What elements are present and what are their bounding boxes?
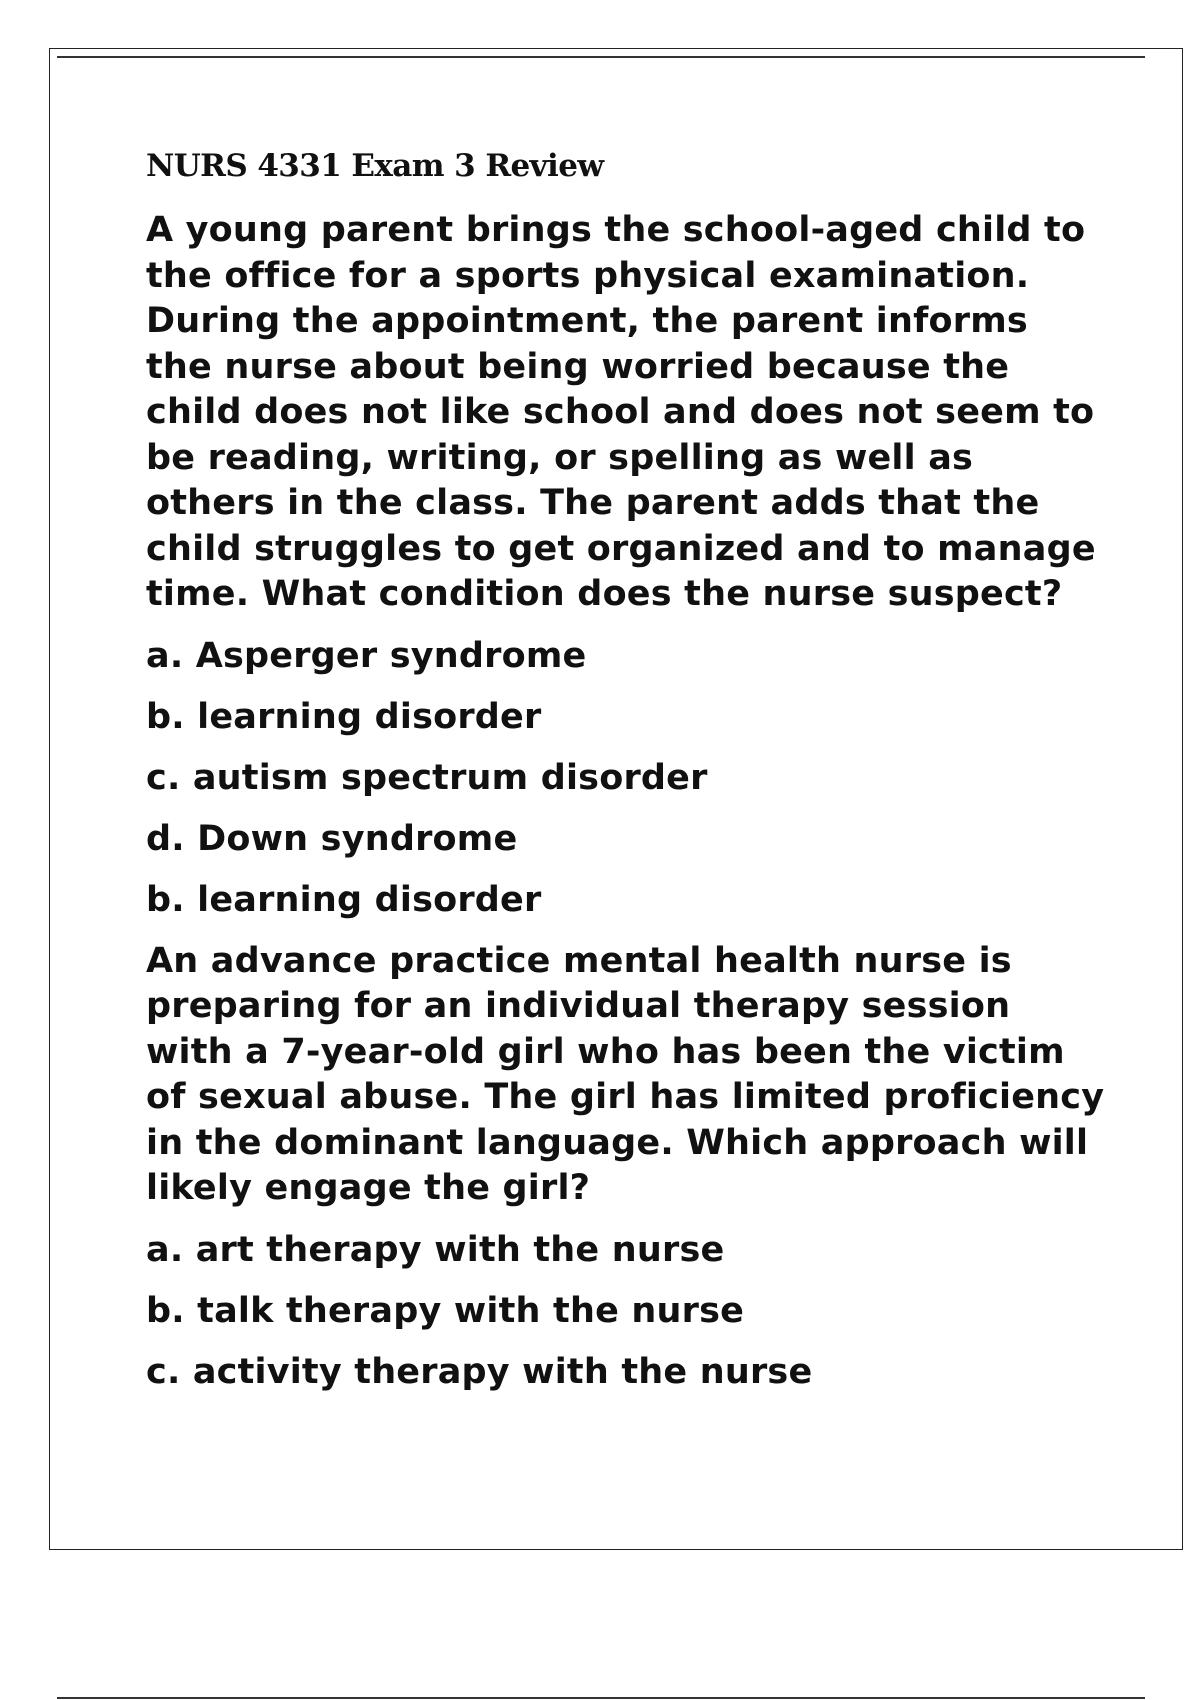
question-text: A young parent brings the school-aged child to the office for a sports physical examination. During the appointment, the parent informs the nurse about being worried because the child does not like school and does not seem to be reading, writing, or spelling as well as others in the class. The parent adds that the child struggles to get organized and to manage time. What condition does the nurse suspect? — [146, 210, 1096, 614]
answer-option: d. Down syndrome — [146, 818, 518, 859]
answer-option: c. activity therapy with the nurse — [146, 1351, 813, 1392]
answer-option: b. talk therapy with the nurse — [146, 1290, 745, 1331]
document-content — [146, 146, 1106, 1411]
correct-answer: b. learning disorder — [146, 879, 542, 920]
answer-option: a. Asperger syndrome — [146, 635, 587, 676]
question-block-1 — [146, 208, 1106, 923]
document-title: NURS 4331 Exam 3 Review — [146, 148, 604, 184]
question-text: An advance practice mental health nurse is preparing for an individual therapy session with a 7-year-old girl who has been the victim of sexual abuse. The girl has limited proficiency in the dominant language. Which approach will likely engage the girl? — [146, 940, 1105, 1208]
answer-option: c. autism spectrum disorder — [146, 757, 708, 798]
answer-option: a. art therapy with the nurse — [146, 1229, 725, 1270]
bottom-rule — [57, 1697, 1145, 1699]
answer-option: b. learning disorder — [146, 696, 542, 737]
question-block-2 — [146, 939, 1106, 1395]
